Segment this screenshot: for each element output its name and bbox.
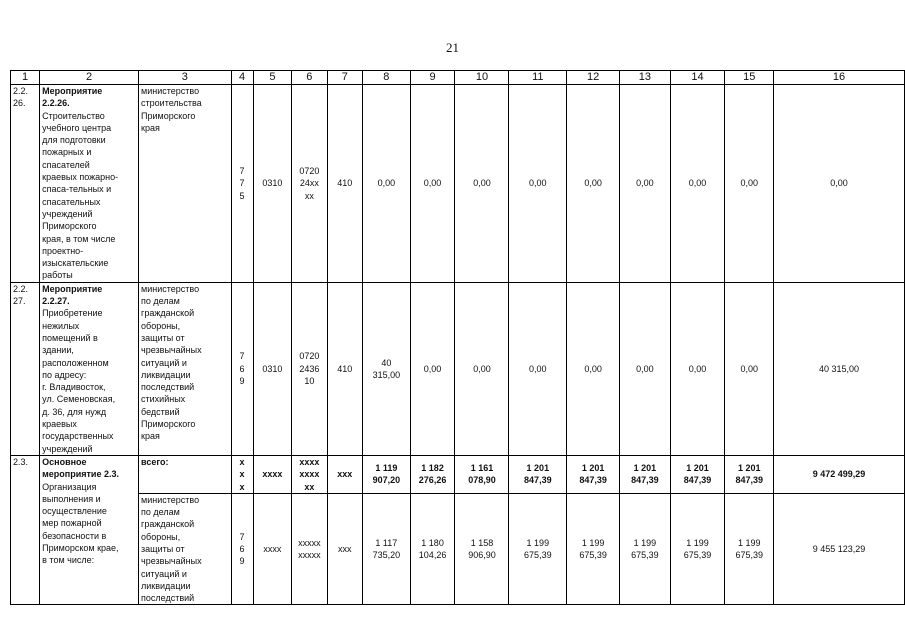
measure-name-cell xyxy=(40,85,139,283)
total-label: всего: xyxy=(139,455,232,493)
amount-cell: 1 117 735,20 xyxy=(363,493,411,605)
row-number: 2.3. xyxy=(11,455,40,605)
amount-cell: 0,00 xyxy=(567,85,620,283)
page-number: 21 xyxy=(446,40,459,55)
total-amount-cell: 9 455 123,29 xyxy=(774,493,905,605)
csr-cell: 0720 2436 10 xyxy=(292,282,327,455)
row-number: 2.2. 27. xyxy=(11,282,40,455)
table-row xyxy=(11,282,905,455)
amount-cell: 1 199 675,39 xyxy=(670,493,725,605)
amount-cell: 0,00 xyxy=(509,282,567,455)
amount-cell: 1 180 104,26 xyxy=(410,493,455,605)
budget-table xyxy=(10,70,905,605)
csr-cell: хххх хххх хх xyxy=(292,455,327,493)
header-cell: 9 xyxy=(410,71,455,85)
amount-cell: 0,00 xyxy=(670,85,725,283)
measure-name-cell xyxy=(40,455,139,605)
csr-cell: ххххх ххххх xyxy=(292,493,327,605)
header-cell: 1 xyxy=(11,71,40,85)
amount-cell: 0,00 xyxy=(725,85,774,283)
amount-cell: 1 201 847,39 xyxy=(670,455,725,493)
grbs-cell: 7 7 5 xyxy=(231,85,253,283)
amount-cell: 1 182 276,26 xyxy=(410,455,455,493)
amount-cell: 0,00 xyxy=(363,85,411,283)
amount-cell: 1 119 907,20 xyxy=(363,455,411,493)
header-cell: 3 xyxy=(139,71,232,85)
amount-cell: 1 201 847,39 xyxy=(509,455,567,493)
amount-cell: 0,00 xyxy=(725,282,774,455)
amount-cell: 1 201 847,39 xyxy=(725,455,774,493)
header-cell: 11 xyxy=(509,71,567,85)
amount-cell: 0,00 xyxy=(455,282,509,455)
executor-cell: министерство строительства Приморского края xyxy=(139,85,232,283)
amount-cell: 0,00 xyxy=(410,85,455,283)
total-amount-cell: 0,00 xyxy=(774,85,905,283)
amount-cell: 1 201 847,39 xyxy=(620,455,670,493)
grbs-cell: 7 6 9 xyxy=(231,282,253,455)
header-cell: 12 xyxy=(567,71,620,85)
measure-description: Приобретение нежилых помещений в здании, расположенном по адресу: г. Владивосток, ул. Семеновская, д. 36, для нужд краевых государственных учреждений xyxy=(42,308,116,454)
measure-title: Основное мероприятие 2.3. xyxy=(42,456,119,480)
table-row xyxy=(11,85,905,283)
vr-cell: 410 xyxy=(327,85,363,283)
header-cell: 5 xyxy=(253,71,292,85)
amount-cell: 1 199 675,39 xyxy=(509,493,567,605)
header-cell: 4 xyxy=(231,71,253,85)
total-amount-cell: 40 315,00 xyxy=(774,282,905,455)
header-cell: 2 xyxy=(40,71,139,85)
measure-title: Мероприятие 2.2.26. xyxy=(42,86,103,109)
amount-cell: 0,00 xyxy=(620,282,670,455)
measure-name-cell xyxy=(40,282,139,455)
amount-cell: 0,00 xyxy=(567,282,620,455)
amount-cell: 0,00 xyxy=(670,282,725,455)
amount-cell: 1 199 675,39 xyxy=(725,493,774,605)
vr-cell: 410 xyxy=(327,282,363,455)
amount-cell: 1 199 675,39 xyxy=(567,493,620,605)
measure-title: Мероприятие 2.2.27. xyxy=(42,283,103,307)
vr-cell: ххх xyxy=(327,493,363,605)
header-cell: 15 xyxy=(725,71,774,85)
measure-description: Строительство учебного центра для подготовки пожарных и спасателей краевых пожарно- спаса-тельных и спасательных учреждений Приморского края, в том числе проектно- изыскательские работы xyxy=(42,110,119,281)
rzpr-cell: 0310 xyxy=(253,85,292,283)
table-row-total xyxy=(11,455,905,493)
total-amount-cell: 9 472 499,29 xyxy=(774,455,905,493)
amount-cell: 0,00 xyxy=(410,282,455,455)
vr-cell: ххх xyxy=(327,455,363,493)
header-cell: 6 xyxy=(292,71,327,85)
grbs-cell: х х х xyxy=(231,455,253,493)
header-cell: 13 xyxy=(620,71,670,85)
amount-cell: 1 201 847,39 xyxy=(567,455,620,493)
amount-cell: 0,00 xyxy=(455,85,509,283)
header-cell: 10 xyxy=(455,71,509,85)
header-cell: 16 xyxy=(774,71,905,85)
amount-cell: 40 315,00 xyxy=(363,282,411,455)
table-row xyxy=(11,493,905,605)
measure-description: Организация выполнения и осуществление мер пожарной безопасности в Приморском крае, в том числе: xyxy=(42,481,119,566)
grbs-cell: 7 6 9 xyxy=(231,493,253,605)
csr-cell: 0720 24хх хх xyxy=(292,85,327,283)
rzpr-cell: хххх xyxy=(253,493,292,605)
row-number: 2.2. 26. xyxy=(11,85,40,283)
header-cell: 7 xyxy=(327,71,363,85)
rzpr-cell: 0310 xyxy=(253,282,292,455)
amount-cell: 1 199 675,39 xyxy=(620,493,670,605)
rzpr-cell: хххх xyxy=(253,455,292,493)
amount-cell: 1 161 078,90 xyxy=(455,455,509,493)
header-cell: 14 xyxy=(670,71,725,85)
header-row xyxy=(11,71,905,85)
amount-cell: 0,00 xyxy=(509,85,567,283)
executor-cell: министерство по делам гражданской обороны, защиты от чрезвычайных ситуаций и ликвидации последствий xyxy=(139,493,232,605)
amount-cell: 1 158 906,90 xyxy=(455,493,509,605)
header-cell: 8 xyxy=(363,71,411,85)
amount-cell: 0,00 xyxy=(620,85,670,283)
executor-cell: министерство по делам гражданской обороны, защиты от чрезвычайных ситуаций и ликвидации последствий стихийных бедствий Приморского края xyxy=(139,282,232,455)
